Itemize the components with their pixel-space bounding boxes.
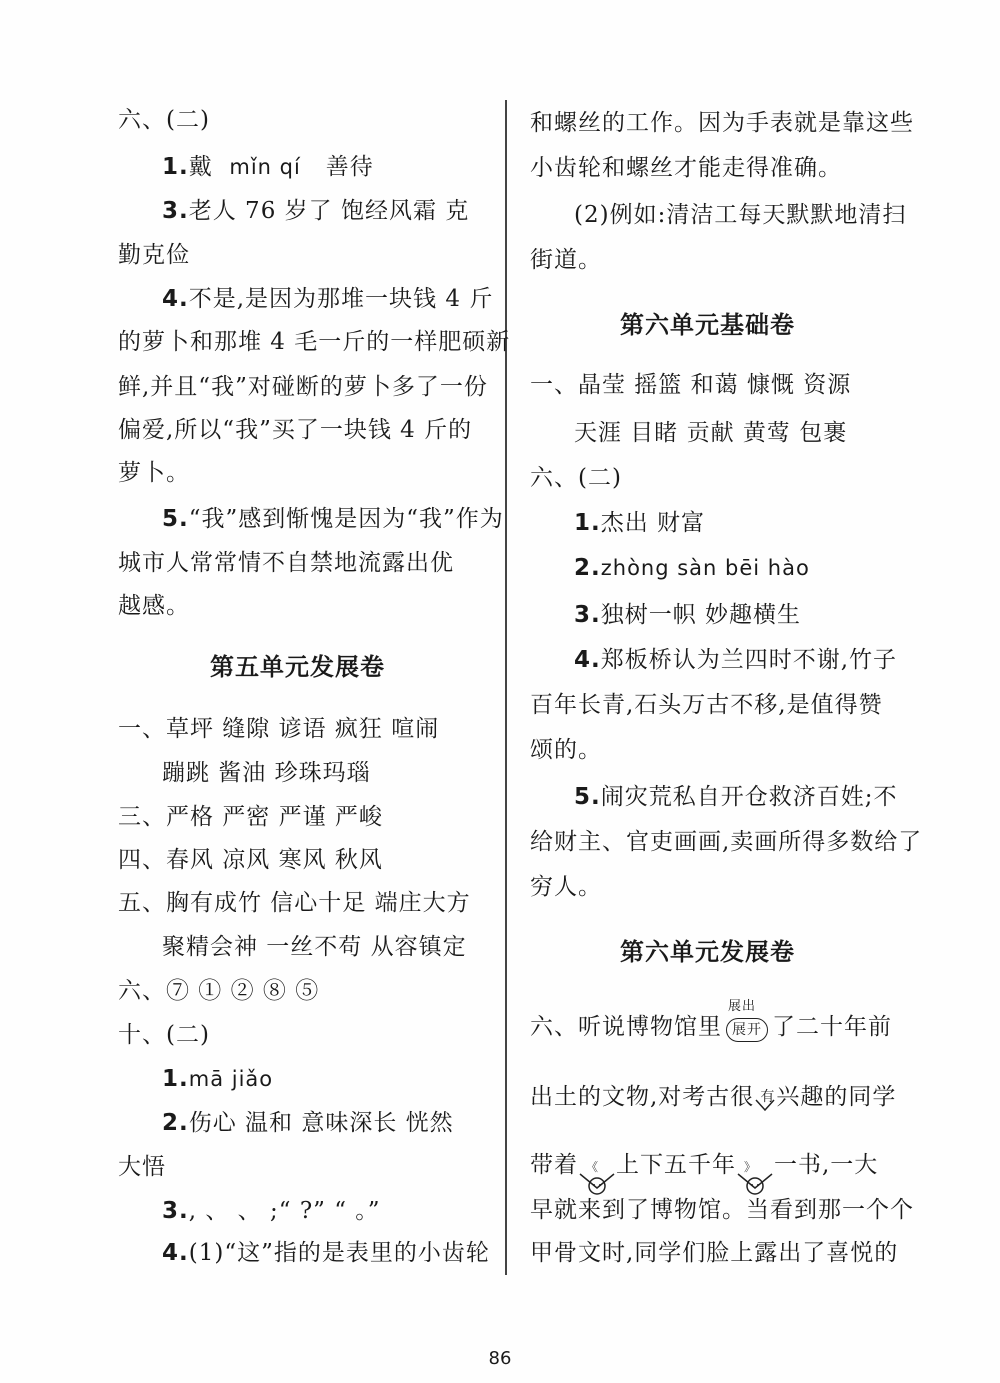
answer-line: 穷人。 <box>530 874 602 900</box>
answer-line: 给财主、官吏画画,卖画所得多数给了 <box>530 829 923 855</box>
inserted-correction: 有 <box>760 1089 776 1105</box>
answer-line: 3.老人 76 岁了 饱经风霜 克 <box>162 198 470 224</box>
correction-line: 出土的文物,对考古很 有 兴趣的同学 <box>530 1084 897 1110</box>
answer-line: 4.(1)“这”指的是表里的小齿轮 <box>162 1240 490 1266</box>
answer-line: 5.闹灾荒私自开仓救济百姓;不 <box>574 784 898 810</box>
answer-line: 1.mā jiǎo <box>162 1066 274 1092</box>
answer-line: 一、草坪 缝隙 谚语 疯狂 喧闹 <box>118 716 440 742</box>
answer-line: 甲骨文时,同学们脸上露出了喜悦的 <box>530 1240 899 1266</box>
answer-line: 三、严格 严密 严谨 严峻 <box>118 804 383 830</box>
section-heading: 第五单元发展卷 <box>210 653 385 681</box>
correction-line: 带着 《 上下五千年 》 一书,一大 <box>530 1150 878 1180</box>
answer-line: 1.戴 mǐn qí 善待 <box>162 154 374 180</box>
column-divider <box>505 100 507 1275</box>
answer-line: (2)例如:清洁工每天默默地清扫 <box>574 202 907 228</box>
answer-line: 4.郑板桥认为兰四时不谢,竹子 <box>574 647 898 673</box>
answer-line: 颂的。 <box>530 737 602 763</box>
answer-line: 4.不是,是因为那堆一块钱 4 斤 <box>162 286 494 312</box>
answer-line: 聚精会神 一丝不苟 从容镇定 <box>162 934 467 960</box>
answer-line: 3.独树一帜 妙趣横生 <box>574 602 802 628</box>
answer-line: 街道。 <box>530 247 602 273</box>
correction-line: 六、听说博物馆里 展出 展开 了二十年前 <box>530 1012 892 1042</box>
corrected-word <box>726 999 768 1042</box>
answer-line: 六、(二) <box>530 465 622 491</box>
answer-line: 勤克俭 <box>118 242 190 268</box>
caret-icon <box>754 1098 776 1112</box>
section-heading: 第六单元基础卷 <box>620 311 795 339</box>
answer-line: 1.杰出 财富 <box>574 510 706 536</box>
inserted-correction: 》 <box>744 1160 758 1174</box>
circled-word: 展开 <box>726 1018 768 1042</box>
answer-line: 2.伤心 温和 意味深长 恍然 <box>162 1110 454 1136</box>
answer-line: 和螺丝的工作。因为手表就是靠这些 <box>530 110 914 136</box>
answer-line: 萝卜。 <box>118 460 190 486</box>
section-six-label: 六、(二) <box>118 107 210 133</box>
inserted-correction: 《 <box>586 1160 600 1174</box>
answer-line: 的萝卜和那堆 4 毛一斤的一样肥硕新 <box>118 329 511 355</box>
answer-line: 五、胸有成竹 信心十足 端庄大方 <box>118 890 471 916</box>
answer-line: 百年长青,石头万古不移,是值得赞 <box>530 692 883 718</box>
answer-line: 城市人常常情不自禁地流露出优 <box>118 550 454 576</box>
answer-line: 5.“我”感到惭愧是因为“我”作为 <box>162 506 504 532</box>
inserted-correction: 展出 <box>728 999 757 1014</box>
answer-line: 越感。 <box>118 593 190 619</box>
answer-line: 早就来到了博物馆。当看到那一个个 <box>530 1197 914 1223</box>
answer-line: 2.zhòng sàn bēi hào <box>574 555 810 581</box>
answer-line: 蹦跳 酱油 珍珠玛瑙 <box>162 760 371 786</box>
answer-line: 偏爱,所以“我”买了一块钱 4 斤的 <box>118 417 473 443</box>
answer-line: 3., 、 、 ;“ ?” “ 。” <box>162 1198 381 1224</box>
answer-line: 四、春风 凉风 寒风 秋风 <box>118 847 383 873</box>
page-number: 86 <box>488 1348 512 1369</box>
answer-line: 一、晶莹 摇篮 和蔼 慷慨 资源 <box>530 372 852 398</box>
answer-line: 大悟 <box>118 1154 166 1180</box>
answer-line: 天涯 目睹 贡献 黄莺 包裹 <box>574 420 848 446</box>
answer-line: 鲜,并且“我”对碰断的萝卜多了一份 <box>118 374 488 400</box>
section-heading: 第六单元发展卷 <box>620 938 795 966</box>
answer-line: 十、(二) <box>118 1022 210 1048</box>
answer-line: 六、⑦ ① ② ⑧ ⑤ <box>118 978 320 1004</box>
answer-line: 小齿轮和螺丝才能走得准确。 <box>530 155 842 181</box>
